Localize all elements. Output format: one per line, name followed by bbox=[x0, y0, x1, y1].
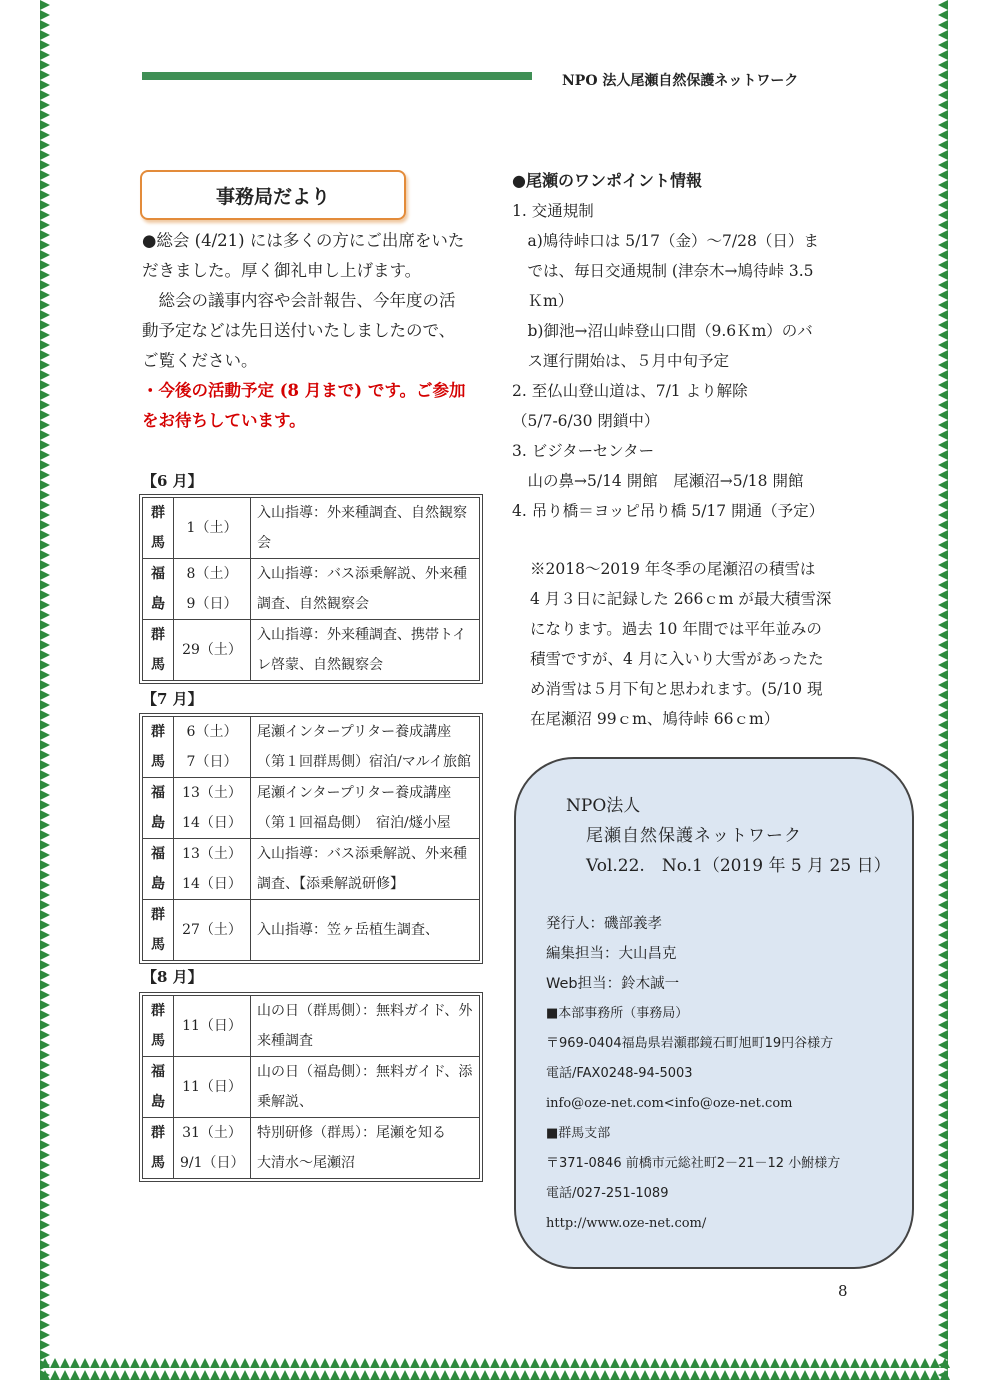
date-cell: 1（土） bbox=[174, 498, 251, 559]
onepoint-line: 山の鼻→5/14 開館 尾瀬沼→5/18 開館 bbox=[512, 472, 804, 490]
onepoint-line: 3. ビジターセンター bbox=[512, 442, 655, 460]
snow-note-line: 積雪ですが、4 月に入いり大雪があったた bbox=[530, 650, 824, 668]
date-cell: 6（土） 7（日） bbox=[174, 717, 251, 778]
onepoint-line: Ｋm） bbox=[512, 292, 574, 310]
snow-note-line: め消雪は５月下旬と思われます。(5/10 現 bbox=[530, 680, 823, 698]
prefecture-cell: 群 馬 bbox=[143, 717, 174, 778]
schedule-row bbox=[143, 996, 480, 1057]
office-line: ●総会 (4/21) には多くの方にご出席をいた bbox=[142, 231, 465, 250]
onepoint-line: b)御池→沼山峠登山口間（9.6Ｋm）のバ bbox=[512, 322, 813, 340]
onepoint-line: 1. 交通規制 bbox=[512, 202, 594, 220]
schedule-row bbox=[143, 1118, 480, 1179]
snow-note-line: 4 月３日に記録した 266ｃm が最大積雪深 bbox=[530, 590, 832, 608]
activity-cell: 山の日（群馬側）：無料ガイド、外来種調査 bbox=[251, 996, 480, 1057]
date-cell: 27（土） bbox=[174, 900, 251, 961]
snow-note-line: 在尾瀬沼 99ｃm、鳩待峠 66ｃm） bbox=[530, 710, 780, 728]
date-cell: 29（土） bbox=[174, 620, 251, 681]
publication-info-box bbox=[514, 757, 914, 1269]
july-label: 【7 月】 bbox=[142, 690, 203, 708]
schedule-row bbox=[143, 1057, 480, 1118]
activity-cell: 山の日（福島側）：無料ガイド、添乗解説、 bbox=[251, 1057, 480, 1118]
hq-email[interactable]: info@oze-net.com<info@oze-net.com bbox=[546, 1096, 793, 1111]
activity-cell: 入山指導：笠ヶ岳植生調査、 bbox=[251, 900, 480, 961]
contact-details bbox=[546, 909, 840, 1239]
activity-cell: 尾瀬インタープリター養成講座 （第１回福島側） 宿泊/燧小屋 bbox=[251, 778, 480, 839]
office-news-heading: 事務局だより bbox=[140, 170, 406, 220]
hq-phone: 電話/FAX0248-94-5003 bbox=[546, 1066, 693, 1081]
prefecture-cell: 群 馬 bbox=[143, 498, 174, 559]
branch-phone: 電話/027-251-1089 bbox=[546, 1186, 669, 1201]
onepoint-line: （5/7-6/30 閉鎖中） bbox=[512, 412, 660, 430]
org-name: 尾瀬自然保護ネットワーク bbox=[586, 826, 802, 846]
date-cell: 31（土） 9/1（日） bbox=[174, 1118, 251, 1179]
june-label: 【6 月】 bbox=[142, 472, 203, 490]
onepoint-line: では、毎日交通規制 (津奈木→鳩待峠 3.5 bbox=[512, 262, 814, 280]
volume-issue: Vol.22. No.1（2019 年 5 月 25 日） bbox=[586, 856, 891, 876]
branch-label: ■群馬支部 bbox=[546, 1126, 611, 1141]
office-line: 動予定などは先日送付いたしましたので、 bbox=[142, 321, 456, 340]
prefecture-cell: 福 島 bbox=[143, 1057, 174, 1118]
onepoint-list bbox=[512, 196, 862, 526]
office-line: だきました。厚く御礼申し上げます。 bbox=[142, 261, 422, 280]
activity-cell: 入山指導：外来種調査、自然観察会 bbox=[251, 498, 480, 559]
activity-cell: 尾瀬インタープリター養成講座 （第１回群馬側）宿泊/マルイ旅館 bbox=[251, 717, 480, 778]
august-schedule-table bbox=[142, 995, 480, 1179]
activity-cell: 入山指導：外来種調査、携帯トイレ啓蒙、自然観察会 bbox=[251, 620, 480, 681]
schedule-row bbox=[143, 559, 480, 620]
activity-cell: 入山指導：バス添乗解説、外来種調査、【添乗解説研修】 bbox=[251, 839, 480, 900]
prefecture-cell: 福 島 bbox=[143, 778, 174, 839]
onepoint-line: ス運行開始は、５月中旬予定 bbox=[512, 352, 730, 370]
onepoint-line: 4. 吊り橋＝ヨッピ吊り橋 5/17 開通（予定） bbox=[512, 502, 825, 520]
onepoint-line: a)鳩待峠口は 5/17（金）～7/28（日）ま bbox=[512, 232, 819, 250]
office-line: 総会の議事内容や会計報告、今年度の活 bbox=[142, 291, 456, 310]
header-title: NPO 法人尾瀬自然保護ネットワーク bbox=[562, 73, 799, 89]
date-cell: 11（日） bbox=[174, 996, 251, 1057]
branch-address: 〒371-0846 前橋市元総社町2－21－12 小鮒様方 bbox=[546, 1156, 841, 1171]
prefecture-cell: 福 島 bbox=[143, 839, 174, 900]
activity-cell: 特別研修（群馬）：尾瀬を知る 大清水～尾瀬沼 bbox=[251, 1118, 480, 1179]
prefecture-cell: 群 馬 bbox=[143, 996, 174, 1057]
june-schedule-table bbox=[142, 497, 480, 681]
prefecture-cell: 福 島 bbox=[143, 559, 174, 620]
schedule-row bbox=[143, 778, 480, 839]
header-bar bbox=[142, 72, 532, 80]
onepoint-heading: ●尾瀬のワンポイント情報 bbox=[512, 171, 702, 190]
hq-label: ■本部事務所（事務局） bbox=[546, 1006, 689, 1021]
onepoint-line: 2. 至仏山登山道は、7/1 より解除 bbox=[512, 382, 748, 400]
snow-note-line: になります。過去 10 年間では平年並みの bbox=[530, 620, 822, 638]
schedule-row bbox=[143, 498, 480, 559]
schedule-row bbox=[143, 620, 480, 681]
org-type: NPO法人 bbox=[566, 796, 641, 816]
schedule-row bbox=[143, 717, 480, 778]
prefecture-cell: 群 馬 bbox=[143, 900, 174, 961]
office-red-line: ・今後の活動予定 (8 月まで) です。ご参加 bbox=[142, 381, 466, 400]
activity-cell: 入山指導：バス添乗解説、外来種調査、自然観察会 bbox=[251, 559, 480, 620]
page-number: 8 bbox=[838, 1282, 848, 1300]
office-red-line: をお待ちしています。 bbox=[142, 411, 306, 430]
august-label: 【8 月】 bbox=[142, 968, 203, 986]
schedule-row bbox=[143, 839, 480, 900]
office-news-body bbox=[142, 226, 492, 436]
snow-note-line: ※2018～2019 年冬季の尾瀬沼の積雪は bbox=[530, 560, 816, 578]
web-manager: Web担当：鈴木誠一 bbox=[546, 976, 680, 992]
office-line: ご覧ください。 bbox=[142, 351, 258, 370]
website-link[interactable]: http://www.oze-net.com/ bbox=[546, 1216, 707, 1231]
date-cell: 13（土） 14（日） bbox=[174, 778, 251, 839]
prefecture-cell: 群 馬 bbox=[143, 620, 174, 681]
editor: 編集担当：大山昌克 bbox=[546, 946, 677, 962]
date-cell: 13（土） 14（日） bbox=[174, 839, 251, 900]
july-schedule-table bbox=[142, 716, 480, 961]
schedule-row bbox=[143, 900, 480, 961]
prefecture-cell: 群 馬 bbox=[143, 1118, 174, 1179]
hq-address: 〒969-0404福島県岩瀬郡鏡石町旭町19円谷様方 bbox=[546, 1036, 834, 1051]
snow-note bbox=[530, 554, 880, 734]
date-cell: 8（土） 9（日） bbox=[174, 559, 251, 620]
publisher: 発行人：磯部義孝 bbox=[546, 916, 662, 932]
date-cell: 11（日） bbox=[174, 1057, 251, 1118]
